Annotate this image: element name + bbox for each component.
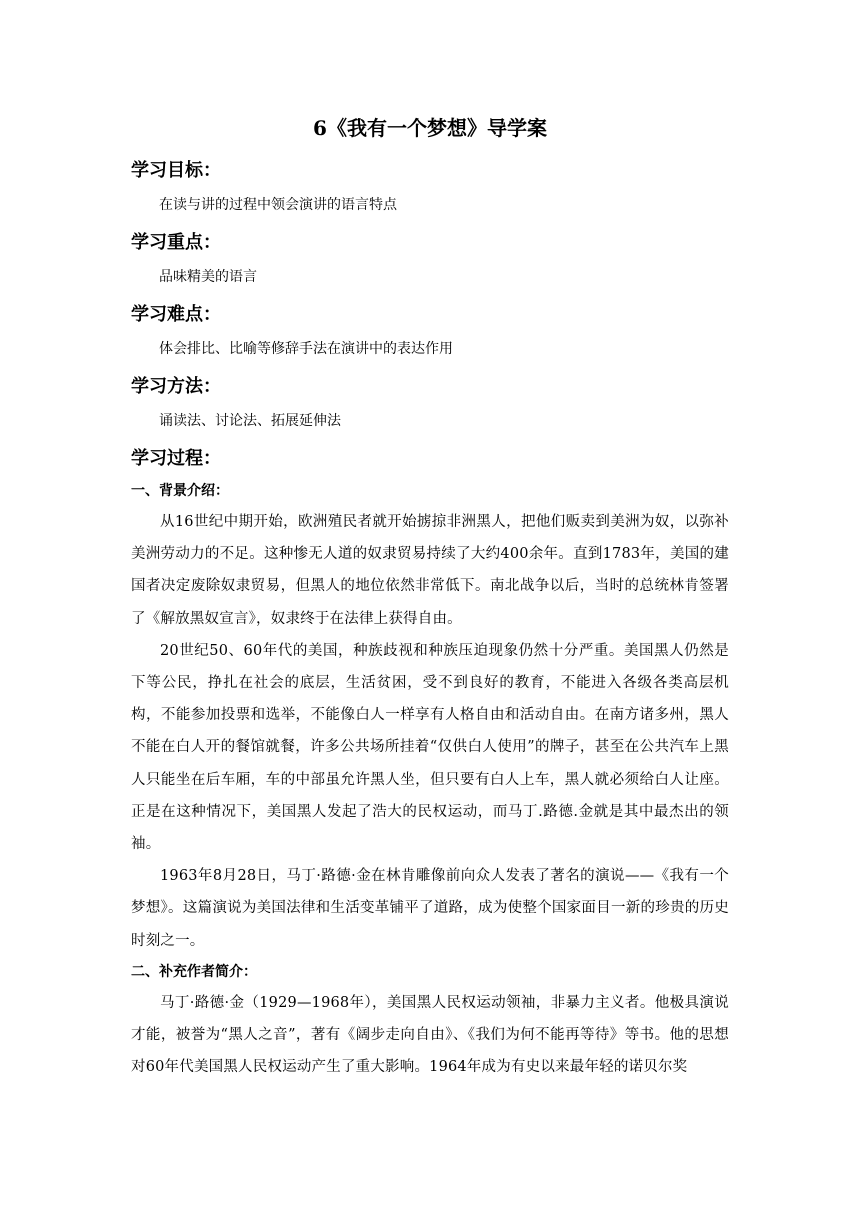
document-page — [131, 112, 729, 1083]
background-heading: 一、背景介绍： — [131, 483, 229, 499]
section-text: 体会排比、比喻等修辞手法在演讲中的表达作用 — [159, 341, 453, 357]
author-heading: 二、补充作者简介： — [131, 963, 257, 980]
section-heading: 学习重点： — [131, 232, 221, 253]
background-paragraph-2: 20世纪50、60年代的美国，种族歧视和种族压迫现象仍然十分严重。美国黑人仍然是下等公民，挣扎在社会的底层，生活贫困，受不到良好的教育，不能进入各级各类高层机构，不能参加投票和选举，不能像白人一样享有人格自由和活动自由。在南方诸多州，黑人不能在白人开的餐馆就餐，许多公共场所挂着“仅供白人使用”的牌子，甚至在公共汽车上黑人只能坐在后车厢，车的中部虽允许黑人坐，但只要有白人上车，黑人就必须给白人让座。正是在这种情况下，美国黑人发起了浩大的民权运动，而马丁.路德.金就是其中最杰出的领袖。 — [131, 642, 729, 853]
background-paragraph-1: 从16世纪中期开始，欧洲殖民者就开始掳掠非洲黑人，把他们贩卖到美洲为奴，以弥补美洲劳动力的不足。这种惨无人道的奴隶贸易持续了大约400余年。直到1783年，美国的建国者决定废除奴隶贸易，但黑人的地位依然非常低下。南北战争以后，当时的总统林肯签署了《解放黑奴宣言》，奴隶终于在法律上获得自由。 — [131, 514, 729, 627]
section-learning-goals — [131, 156, 729, 218]
section-difficulties — [131, 300, 729, 362]
section-heading: 学习难点： — [131, 304, 221, 325]
section-methods — [131, 372, 729, 434]
section-text: 在读与讲的过程中领会演讲的语言特点 — [159, 197, 397, 213]
author-paragraph-1: 马丁·路德·金（1929—1968年），美国黑人民权运动领袖，非暴力主义者。他极具演说才能，被誉为“黑人之音”，著有《阔步走向自由》、《我们为何不能再等待》等书。他的思想对60年代美国黑人民权运动产生了重大影响。1964年成为有史以来最年轻的诺贝尔奖 — [131, 994, 729, 1076]
process-heading: 学习过程： — [131, 448, 221, 469]
section-text: 诵读法、讨论法、拓展延伸法 — [159, 413, 341, 429]
section-heading: 学习方法： — [131, 376, 221, 397]
section-key-points — [131, 228, 729, 290]
section-heading: 学习目标： — [131, 160, 221, 181]
background-paragraph-3: 1963年8月28日，马丁·路德·金在林肯雕像前向众人发表了著名的演说——《我有一个梦想》。这篇演说为美国法律和生活变革铺平了道路，成为使整个国家面目一新的珍贵的历史时刻之一。 — [131, 868, 729, 949]
document-title: 6《我有一个梦想》导学案 — [313, 116, 547, 140]
section-text: 品味精美的语言 — [159, 269, 257, 285]
